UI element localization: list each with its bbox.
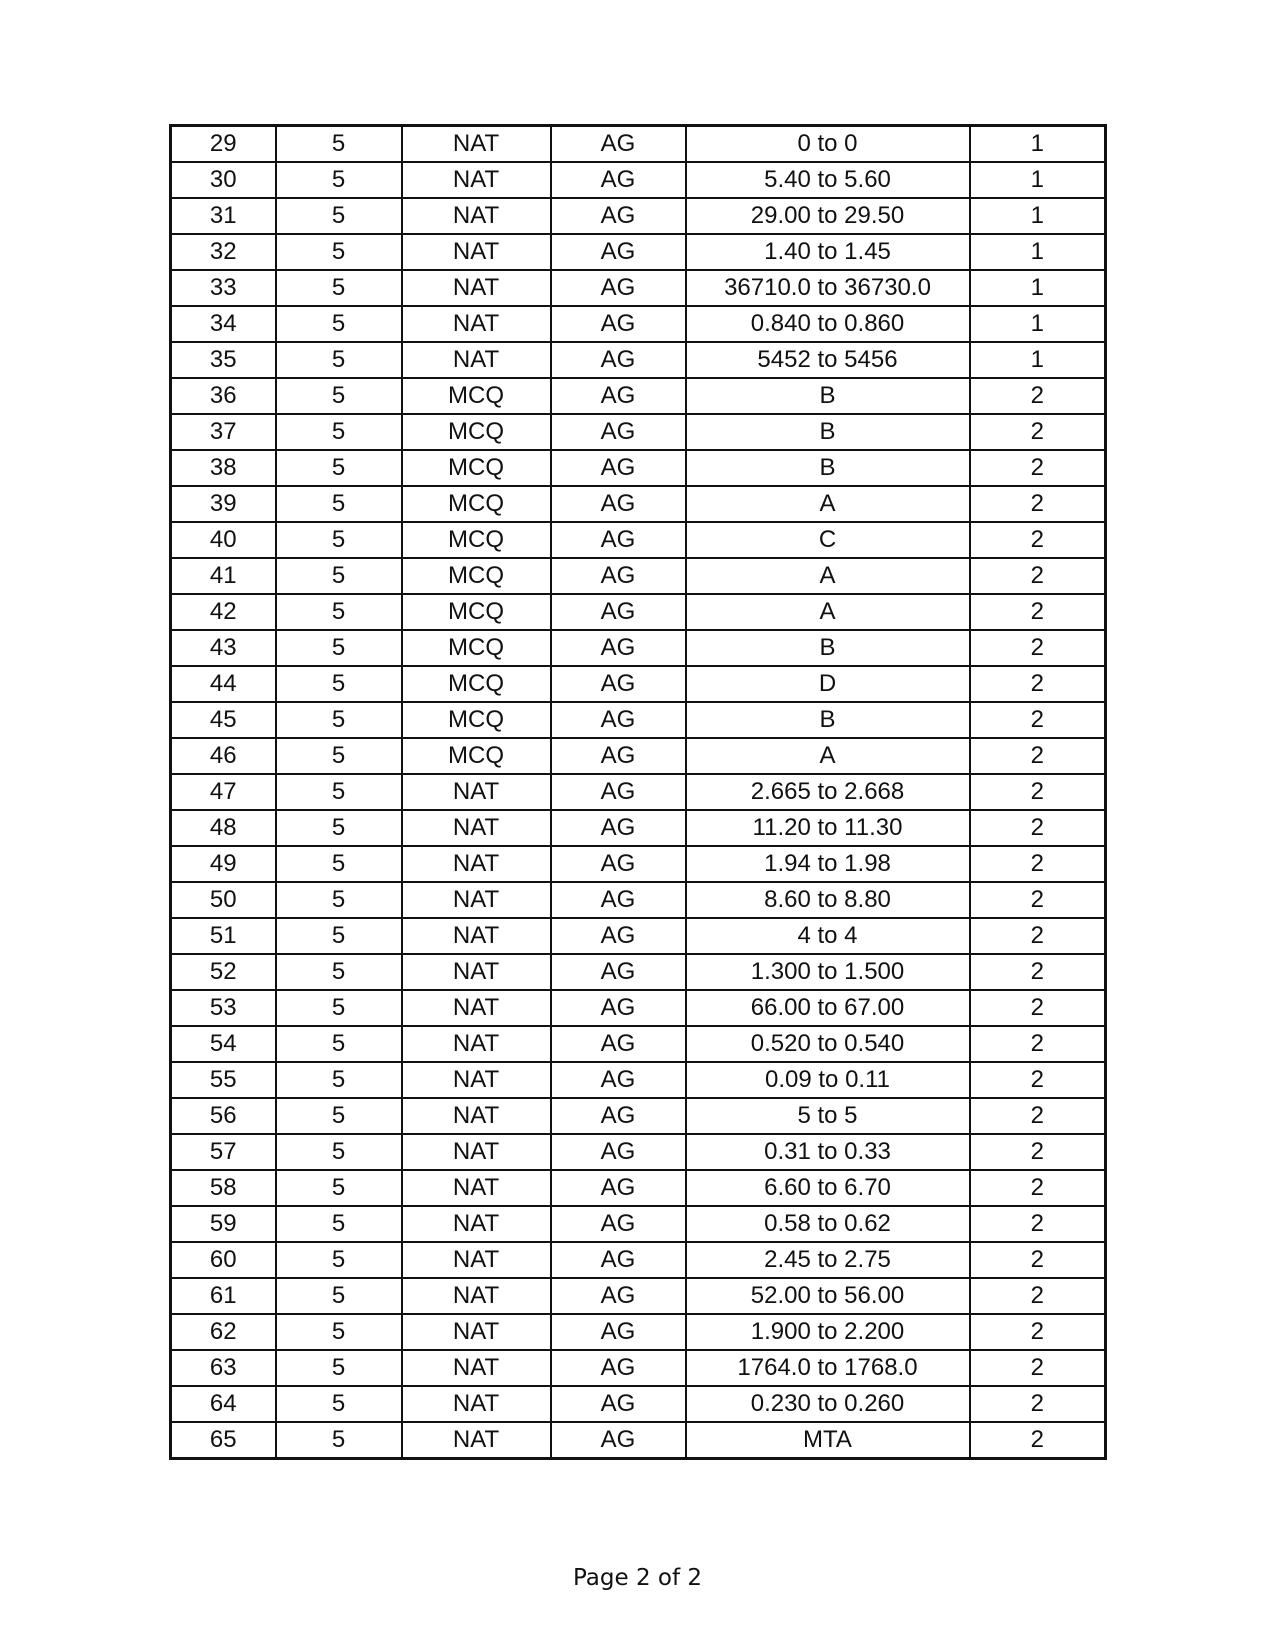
table-row [171,1242,1106,1278]
session-cell: 5 [276,1062,402,1098]
section-cell: AG [551,594,686,630]
table-row [171,126,1106,163]
question-number-cell: 49 [171,846,276,882]
table-row [171,666,1106,702]
table-row [171,954,1106,990]
section-cell: AG [551,954,686,990]
question-number-cell: 33 [171,270,276,306]
table-row [171,990,1106,1026]
table-row [171,342,1106,378]
session-cell: 5 [276,378,402,414]
answer-key-cell: 1764.0 to 1768.0 [686,1350,970,1386]
answer-key-cell: 1.40 to 1.45 [686,234,970,270]
session-cell: 5 [276,1314,402,1350]
marks-cell: 2 [970,414,1106,450]
question-number-cell: 57 [171,1134,276,1170]
question-number-cell: 52 [171,954,276,990]
section-cell: AG [551,1026,686,1062]
marks-cell: 2 [970,1026,1106,1062]
marks-cell: 1 [970,270,1106,306]
section-cell: AG [551,630,686,666]
answer-key-cell: 1.94 to 1.98 [686,846,970,882]
question-number-cell: 30 [171,162,276,198]
answer-key-cell: 29.00 to 29.50 [686,198,970,234]
table-row [171,1170,1106,1206]
question-number-cell: 39 [171,486,276,522]
question-number-cell: 60 [171,1242,276,1278]
answer-key-cell: 52.00 to 56.00 [686,1278,970,1314]
marks-cell: 2 [970,486,1106,522]
answer-key-cell: B [686,450,970,486]
answer-key-cell: 0.520 to 0.540 [686,1026,970,1062]
section-cell: AG [551,198,686,234]
marks-cell: 2 [970,1062,1106,1098]
table-row [171,702,1106,738]
session-cell: 5 [276,414,402,450]
question-type-cell: NAT [402,1242,551,1278]
answer-key-cell: A [686,594,970,630]
table-row [171,270,1106,306]
section-cell: AG [551,846,686,882]
question-number-cell: 58 [171,1170,276,1206]
question-number-cell: 63 [171,1350,276,1386]
answer-key-cell: 2.45 to 2.75 [686,1242,970,1278]
answer-key-cell: 36710.0 to 36730.0 [686,270,970,306]
question-type-cell: MCQ [402,522,551,558]
question-number-cell: 31 [171,198,276,234]
marks-cell: 2 [970,846,1106,882]
answer-key-cell: MTA [686,1422,970,1459]
session-cell: 5 [276,162,402,198]
question-type-cell: MCQ [402,558,551,594]
session-cell: 5 [276,558,402,594]
section-cell: AG [551,162,686,198]
table-row [171,882,1106,918]
question-number-cell: 55 [171,1062,276,1098]
question-type-cell: NAT [402,1350,551,1386]
marks-cell: 2 [970,558,1106,594]
page-number: Page 2 of 2 [572,1565,703,1591]
session-cell: 5 [276,738,402,774]
table-row [171,1026,1106,1062]
section-cell: AG [551,1386,686,1422]
question-type-cell: NAT [402,306,551,342]
marks-cell: 2 [970,378,1106,414]
table-row [171,738,1106,774]
session-cell: 5 [276,918,402,954]
marks-cell: 2 [970,918,1106,954]
answer-key-cell: 8.60 to 8.80 [686,882,970,918]
session-cell: 5 [276,198,402,234]
question-type-cell: NAT [402,1026,551,1062]
session-cell: 5 [276,270,402,306]
answer-key-cell: B [686,630,970,666]
marks-cell: 2 [970,630,1106,666]
section-cell: AG [551,1422,686,1459]
question-type-cell: NAT [402,1314,551,1350]
answer-key-cell: 5452 to 5456 [686,342,970,378]
question-type-cell: NAT [402,954,551,990]
question-type-cell: NAT [402,1386,551,1422]
question-number-cell: 59 [171,1206,276,1242]
section-cell: AG [551,1278,686,1314]
marks-cell: 2 [970,1098,1106,1134]
session-cell: 5 [276,234,402,270]
question-number-cell: 37 [171,414,276,450]
table-row [171,234,1106,270]
section-cell: AG [551,702,686,738]
table-row [171,306,1106,342]
answer-key-cell: D [686,666,970,702]
marks-cell: 1 [970,162,1106,198]
question-type-cell: MCQ [402,630,551,666]
question-number-cell: 61 [171,1278,276,1314]
question-number-cell: 51 [171,918,276,954]
section-cell: AG [551,666,686,702]
session-cell: 5 [276,1350,402,1386]
question-number-cell: 38 [171,450,276,486]
section-cell: AG [551,1134,686,1170]
marks-cell: 2 [970,1350,1106,1386]
table-row [171,198,1106,234]
section-cell: AG [551,774,686,810]
answer-key-cell: 5 to 5 [686,1098,970,1134]
marks-cell: 2 [970,882,1106,918]
answer-key-cell: 0.840 to 0.860 [686,306,970,342]
answer-key-rows [171,126,1106,1459]
table-row [171,918,1106,954]
marks-cell: 2 [970,1386,1106,1422]
section-cell: AG [551,342,686,378]
table-row [171,522,1106,558]
section-cell: AG [551,1098,686,1134]
session-cell: 5 [276,126,402,163]
session-cell: 5 [276,774,402,810]
section-cell: AG [551,1314,686,1350]
section-cell: AG [551,306,686,342]
answer-key-cell: A [686,486,970,522]
session-cell: 5 [276,954,402,990]
question-number-cell: 44 [171,666,276,702]
table-row [171,774,1106,810]
marks-cell: 2 [970,522,1106,558]
question-number-cell: 41 [171,558,276,594]
question-number-cell: 50 [171,882,276,918]
question-type-cell: MCQ [402,486,551,522]
question-number-cell: 34 [171,306,276,342]
question-type-cell: NAT [402,342,551,378]
answer-key-cell: 0.31 to 0.33 [686,1134,970,1170]
question-type-cell: NAT [402,990,551,1026]
session-cell: 5 [276,342,402,378]
section-cell: AG [551,450,686,486]
marks-cell: 2 [970,990,1106,1026]
session-cell: 5 [276,306,402,342]
session-cell: 5 [276,1386,402,1422]
marks-cell: 1 [970,198,1106,234]
question-type-cell: NAT [402,1062,551,1098]
marks-cell: 2 [970,810,1106,846]
session-cell: 5 [276,450,402,486]
table-row [171,1386,1106,1422]
question-type-cell: NAT [402,234,551,270]
answer-key-cell: 0.58 to 0.62 [686,1206,970,1242]
question-number-cell: 40 [171,522,276,558]
answer-key-cell: 0.09 to 0.11 [686,1062,970,1098]
section-cell: AG [551,558,686,594]
table-row [171,162,1106,198]
answer-key-cell: 4 to 4 [686,918,970,954]
session-cell: 5 [276,882,402,918]
question-type-cell: NAT [402,198,551,234]
question-type-cell: MCQ [402,702,551,738]
answer-key-cell: A [686,738,970,774]
question-number-cell: 45 [171,702,276,738]
section-cell: AG [551,126,686,163]
session-cell: 5 [276,810,402,846]
section-cell: AG [551,486,686,522]
table-row [171,594,1106,630]
session-cell: 5 [276,1242,402,1278]
table-row [171,630,1106,666]
answer-key-cell: B [686,702,970,738]
question-type-cell: NAT [402,270,551,306]
marks-cell: 2 [970,774,1106,810]
question-type-cell: NAT [402,774,551,810]
question-type-cell: MCQ [402,594,551,630]
table-row [171,558,1106,594]
question-number-cell: 62 [171,1314,276,1350]
question-number-cell: 35 [171,342,276,378]
question-number-cell: 29 [171,126,276,163]
question-type-cell: MCQ [402,378,551,414]
marks-cell: 1 [970,234,1106,270]
table-row [171,1314,1106,1350]
session-cell: 5 [276,486,402,522]
table-row [171,810,1106,846]
question-type-cell: NAT [402,1134,551,1170]
table-row [171,1134,1106,1170]
session-cell: 5 [276,1206,402,1242]
marks-cell: 1 [970,342,1106,378]
marks-cell: 2 [970,1314,1106,1350]
marks-cell: 1 [970,126,1106,163]
table-row [171,378,1106,414]
session-cell: 5 [276,1134,402,1170]
table-row [171,1206,1106,1242]
session-cell: 5 [276,1422,402,1459]
question-type-cell: MCQ [402,666,551,702]
answer-key-cell: 2.665 to 2.668 [686,774,970,810]
answer-key-cell: 0 to 0 [686,126,970,163]
question-type-cell: MCQ [402,414,551,450]
marks-cell: 2 [970,666,1106,702]
answer-key-cell: C [686,522,970,558]
section-cell: AG [551,270,686,306]
question-type-cell: NAT [402,1170,551,1206]
question-type-cell: NAT [402,162,551,198]
section-cell: AG [551,1062,686,1098]
marks-cell: 2 [970,1206,1106,1242]
session-cell: 5 [276,1026,402,1062]
question-type-cell: NAT [402,1422,551,1459]
answer-key-cell: B [686,378,970,414]
section-cell: AG [551,378,686,414]
table-row [171,1098,1106,1134]
question-type-cell: MCQ [402,738,551,774]
marks-cell: 1 [970,306,1106,342]
session-cell: 5 [276,1278,402,1314]
answer-key-cell: 66.00 to 67.00 [686,990,970,1026]
section-cell: AG [551,234,686,270]
question-type-cell: NAT [402,846,551,882]
question-type-cell: MCQ [402,450,551,486]
section-cell: AG [551,414,686,450]
answer-key-cell: 5.40 to 5.60 [686,162,970,198]
question-number-cell: 43 [171,630,276,666]
table-row [171,1062,1106,1098]
section-cell: AG [551,1170,686,1206]
table-row [171,414,1106,450]
session-cell: 5 [276,630,402,666]
answer-key-cell: B [686,414,970,450]
question-number-cell: 46 [171,738,276,774]
marks-cell: 2 [970,702,1106,738]
table-row [171,450,1106,486]
question-number-cell: 56 [171,1098,276,1134]
table-row [171,1350,1106,1386]
question-number-cell: 47 [171,774,276,810]
section-cell: AG [551,522,686,558]
section-cell: AG [551,810,686,846]
section-cell: AG [551,918,686,954]
marks-cell: 2 [970,1242,1106,1278]
session-cell: 5 [276,702,402,738]
section-cell: AG [551,990,686,1026]
question-number-cell: 36 [171,378,276,414]
table-row [171,1422,1106,1459]
session-cell: 5 [276,666,402,702]
answer-key-cell: 0.230 to 0.260 [686,1386,970,1422]
question-type-cell: NAT [402,126,551,163]
section-cell: AG [551,738,686,774]
question-type-cell: NAT [402,918,551,954]
question-type-cell: NAT [402,1098,551,1134]
session-cell: 5 [276,594,402,630]
question-number-cell: 42 [171,594,276,630]
question-type-cell: NAT [402,882,551,918]
question-number-cell: 32 [171,234,276,270]
question-type-cell: NAT [402,1206,551,1242]
table-row [171,486,1106,522]
question-number-cell: 53 [171,990,276,1026]
marks-cell: 2 [970,1278,1106,1314]
question-number-cell: 48 [171,810,276,846]
session-cell: 5 [276,522,402,558]
marks-cell: 2 [970,1422,1106,1459]
question-type-cell: NAT [402,1278,551,1314]
session-cell: 5 [276,846,402,882]
marks-cell: 2 [970,1134,1106,1170]
marks-cell: 2 [970,738,1106,774]
question-type-cell: NAT [402,810,551,846]
marks-cell: 2 [970,954,1106,990]
answer-key-cell: A [686,558,970,594]
answer-key-cell: 11.20 to 11.30 [686,810,970,846]
table-row [171,1278,1106,1314]
question-number-cell: 54 [171,1026,276,1062]
marks-cell: 2 [970,450,1106,486]
question-number-cell: 64 [171,1386,276,1422]
section-cell: AG [551,1206,686,1242]
answer-key-cell: 6.60 to 6.70 [686,1170,970,1206]
answer-key-cell: 1.900 to 2.200 [686,1314,970,1350]
marks-cell: 2 [970,1170,1106,1206]
question-number-cell: 65 [171,1422,276,1459]
table-row [171,846,1106,882]
answer-key-table [169,124,1107,1460]
section-cell: AG [551,882,686,918]
session-cell: 5 [276,1170,402,1206]
section-cell: AG [551,1350,686,1386]
session-cell: 5 [276,1098,402,1134]
marks-cell: 2 [970,594,1106,630]
section-cell: AG [551,1242,686,1278]
answer-key-cell: 1.300 to 1.500 [686,954,970,990]
session-cell: 5 [276,990,402,1026]
